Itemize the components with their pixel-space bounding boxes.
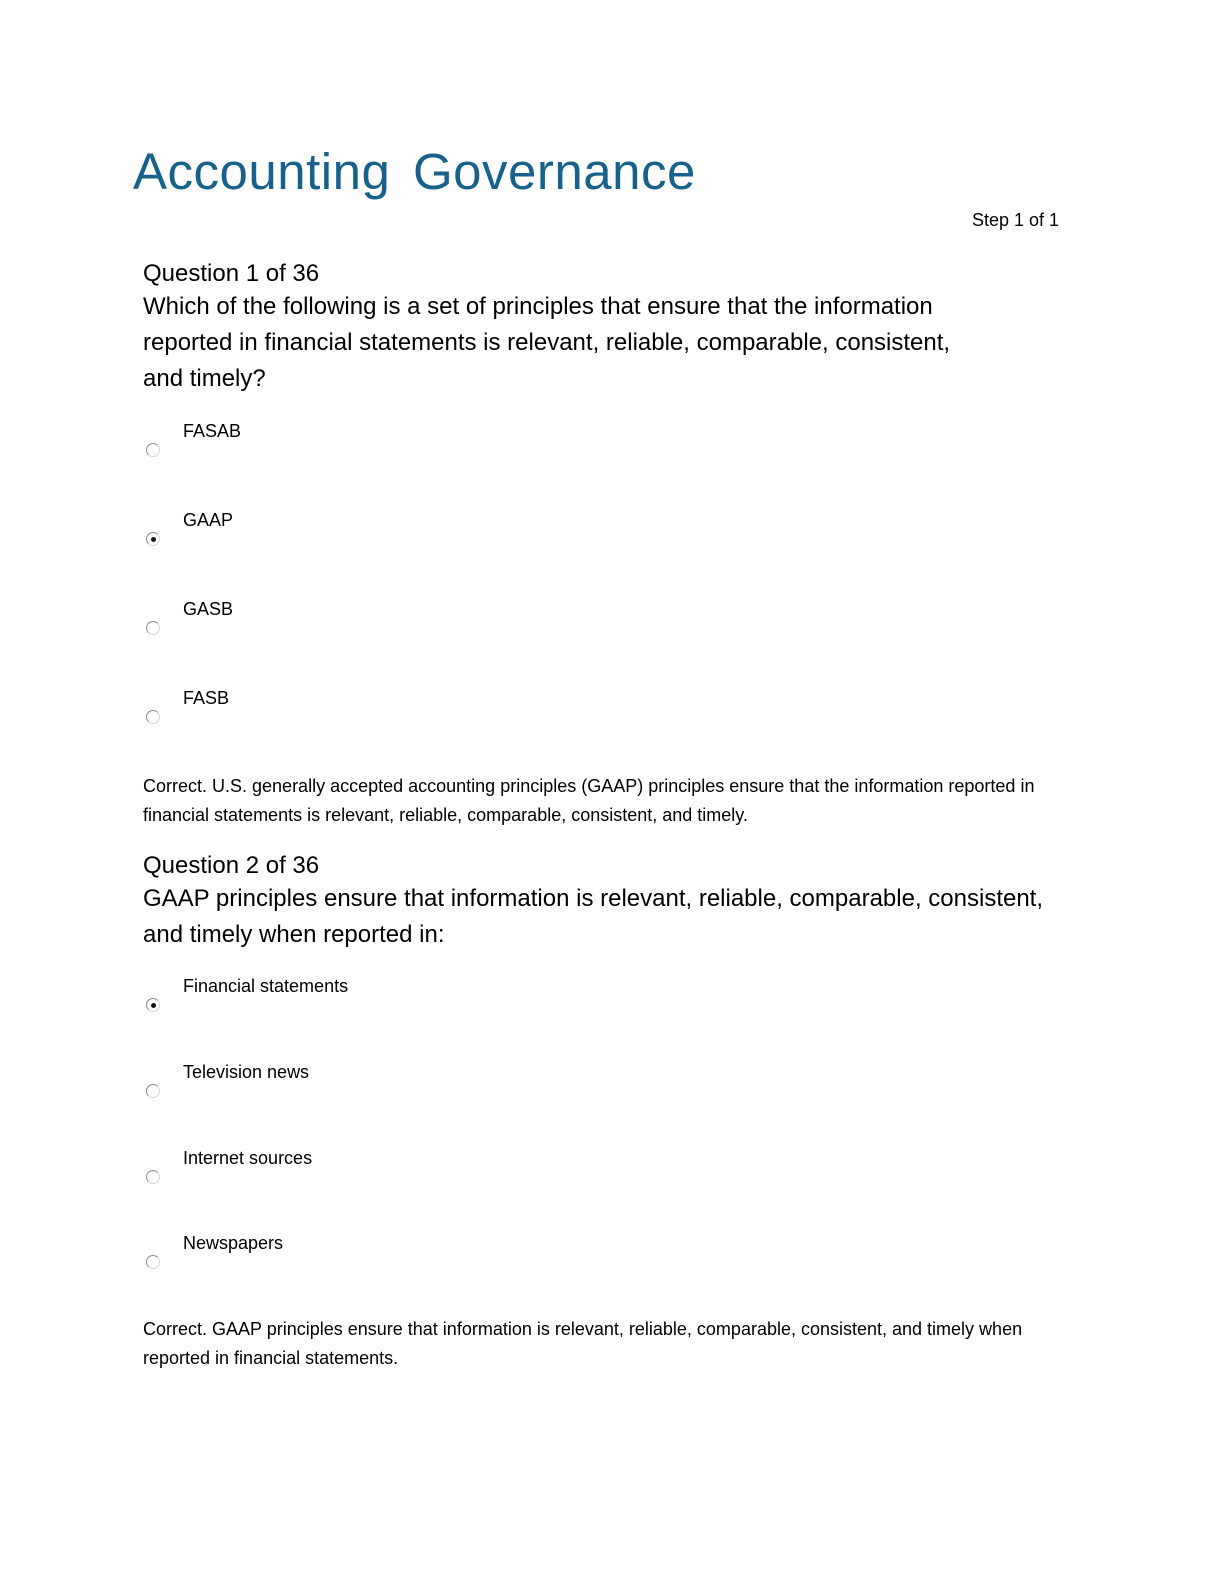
question-number: Question 2 of 36: [143, 852, 320, 879]
answer-option-gasb[interactable]: [143, 598, 543, 638]
radio-unchecked-icon[interactable]: [146, 443, 160, 457]
answer-option-television-news[interactable]: [143, 1061, 543, 1101]
answer-option-internet-sources[interactable]: [143, 1147, 543, 1187]
option-label: Financial statements: [183, 976, 349, 996]
radio-checked-icon[interactable]: [146, 532, 160, 546]
answer-option-financial-statements[interactable]: [143, 975, 543, 1015]
option-label: FASB: [183, 688, 230, 708]
radio-unchecked-icon[interactable]: [146, 1255, 160, 1269]
answer-feedback: Correct. U.S. generally accepted accounting principles (GAAP) principles ensure that the information reported in financial statements is relevant, reliable, comparable, consistent, and timely.: [143, 776, 1035, 825]
page-title: Accounting Governance: [133, 143, 696, 200]
answer-option-gaap[interactable]: [143, 509, 543, 549]
question-text: Which of the following is a set of principles that ensure that the information reported in financial statements is relevant, reliable, comparable, consistent, and timely?: [143, 293, 951, 392]
question-2: [143, 851, 1083, 1368]
option-label: FASAB: [183, 421, 242, 441]
answer-feedback: Correct. GAAP principles ensure that information is relevant, reliable, comparable, consistent, and timely when reported in financial statements.: [143, 1319, 1023, 1368]
question-1: [143, 259, 1083, 825]
option-label: Newspapers: [183, 1233, 284, 1253]
answer-option-newspapers[interactable]: [143, 1232, 543, 1272]
answer-option-fasab[interactable]: [143, 420, 543, 460]
option-label: Television news: [183, 1062, 310, 1082]
step-indicator: Step 1 of 1: [972, 210, 1060, 230]
radio-checked-icon[interactable]: [146, 998, 160, 1012]
question-number: Question 1 of 36: [143, 260, 320, 287]
radio-unchecked-icon[interactable]: [146, 1170, 160, 1184]
option-label: GAAP: [183, 510, 234, 530]
option-label: Internet sources: [183, 1148, 313, 1168]
answer-option-fasb[interactable]: [143, 687, 543, 727]
option-label: GASB: [183, 599, 234, 619]
radio-unchecked-icon[interactable]: [146, 1084, 160, 1098]
radio-unchecked-icon[interactable]: [146, 710, 160, 724]
radio-unchecked-icon[interactable]: [146, 621, 160, 635]
question-text: GAAP principles ensure that information is relevant, reliable, comparable, consistent, and timely when reported in:: [143, 885, 1044, 948]
